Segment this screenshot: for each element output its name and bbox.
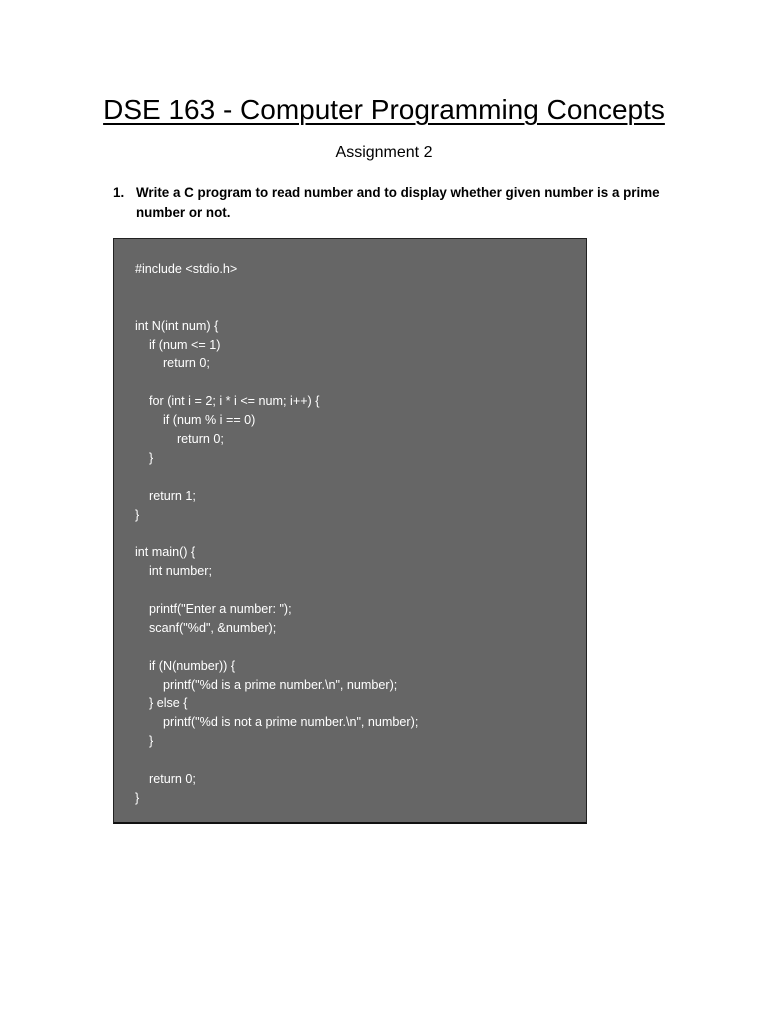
code-line — [135, 751, 418, 770]
question-number: 1. — [113, 185, 125, 200]
code-line: int main() { — [135, 545, 196, 560]
code-line: int number; — [135, 564, 212, 579]
code-line: int N(int num) { — [135, 318, 219, 333]
question-text: Write a C program to read number and to display whether given number is a prime number or not. — [136, 185, 660, 220]
code-block — [113, 238, 587, 824]
code-line — [135, 373, 418, 392]
document-title: DSE 163 - Computer Programming Concepts — [103, 94, 665, 125]
code-line: } — [135, 734, 154, 749]
code-line: if (N(number)) { — [135, 658, 236, 673]
code-line — [135, 638, 418, 657]
code-line — [135, 581, 418, 600]
code-line: scanf("%d", &number); — [135, 620, 277, 635]
code-line: } — [135, 507, 140, 522]
code-lines — [135, 260, 418, 808]
code-line — [135, 468, 418, 487]
code-line: for (int i = 2; i * i <= num; i++) { — [135, 394, 320, 409]
code-line: printf("%d is a prime number.\n", number); — [135, 677, 398, 692]
code-line: } — [135, 450, 154, 465]
question-item — [113, 183, 693, 222]
code-line — [135, 298, 418, 317]
code-line: printf("Enter a number: "); — [135, 602, 292, 617]
code-line: printf("%d is not a prime number.\n", number); — [135, 715, 419, 730]
code-line: return 1; — [135, 488, 196, 503]
code-line — [135, 279, 418, 298]
code-line: return 0; — [135, 772, 196, 787]
code-line: } else { — [135, 696, 188, 711]
code-line — [135, 524, 418, 543]
code-line: return 0; — [135, 432, 224, 447]
code-line: return 0; — [135, 356, 210, 371]
code-line: if (num % i == 0) — [135, 413, 256, 428]
assignment-subtitle: Assignment 2 — [335, 144, 433, 161]
code-line: #include <stdio.h> — [135, 262, 238, 276]
code-line: if (num <= 1) — [135, 337, 221, 352]
code-line: } — [135, 790, 140, 805]
